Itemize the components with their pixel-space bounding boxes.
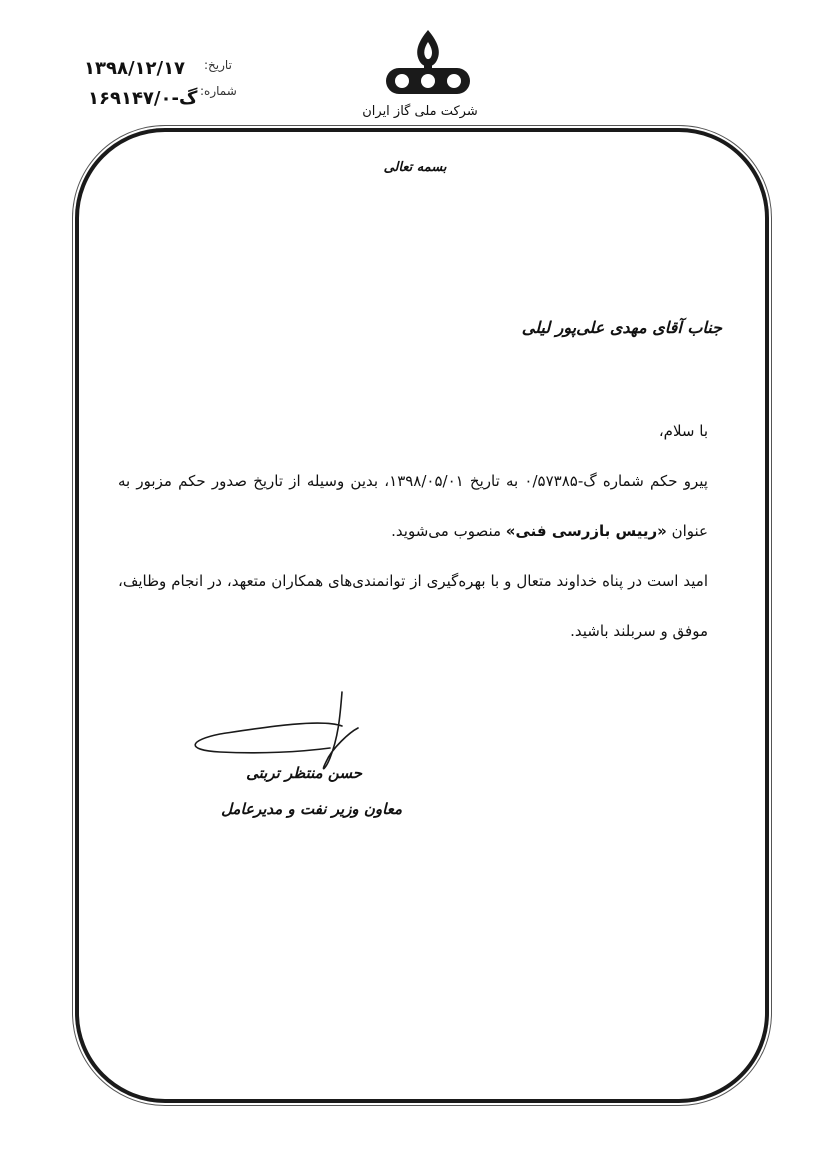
date-value: ۱۳۹۸/۱۲/۱۷ <box>84 58 186 79</box>
body-paragraph-2: امید است در پناه خداوند متعال و با بهره‌گیری از توانمندی‌های همکاران متعهد، در انجام وظایف، موفق و سربلند باشید. <box>118 572 708 640</box>
date-label: تاریخ: <box>204 58 232 72</box>
company-logo-icon <box>378 28 478 102</box>
position-title: «رییس بازرسی فنی» <box>505 522 667 540</box>
signatory-name: حسن منتظر تربتی <box>246 764 362 782</box>
body-paragraph-1 <box>118 456 708 556</box>
greeting: با سلام، <box>658 422 708 440</box>
company-name: شرکت ملی گاز ایران <box>362 104 478 119</box>
invocation-heading: بسمه تعالی <box>383 160 447 175</box>
signatory-title: معاون وزیر نفت و مدیرعامل <box>221 800 402 818</box>
addressee: جناب آقای مهدی علی‌پور لیلی <box>521 318 722 337</box>
number-label: شماره: <box>200 84 237 98</box>
number-value: گ-۱۶۹۱۴۷/۰ <box>88 88 198 109</box>
para1-text-before: پیرو حکم شماره گ-۰/۵۷۳۸۵ به تاریخ ۱۳۹۸/۰۵/۰۱، بدین وسیله از تاریخ صدور حکم مزبور به عنوان <box>118 472 708 540</box>
para1-text-after: منصوب می‌شوید. <box>391 522 506 540</box>
